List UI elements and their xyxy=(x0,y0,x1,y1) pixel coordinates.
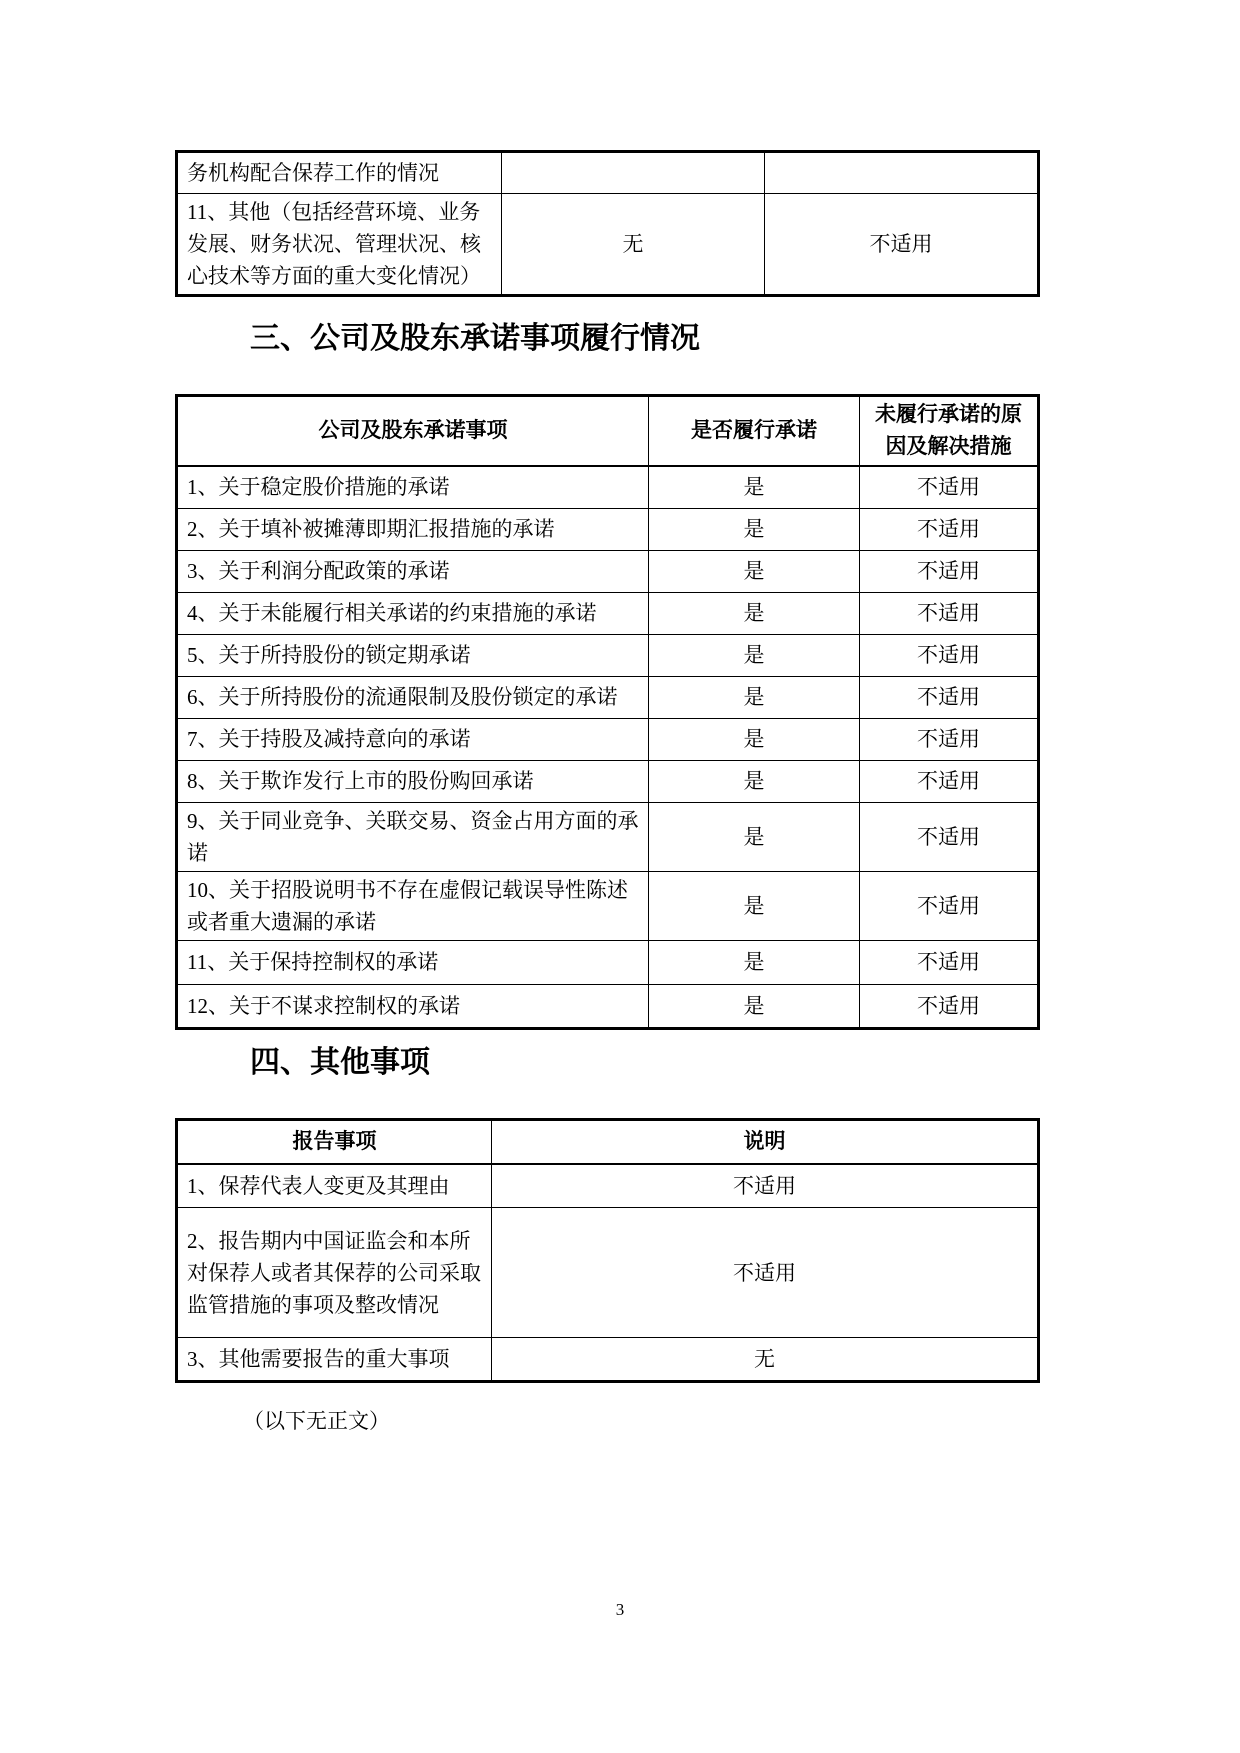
commitment-item-cell: 8、关于欺诈发行上市的股份购回承诺 xyxy=(177,760,649,802)
table-row xyxy=(177,676,1039,718)
reason-cell: 不适用 xyxy=(860,676,1039,718)
table-row xyxy=(177,592,1039,634)
reason-cell: 不适用 xyxy=(860,634,1039,676)
commitment-item-cell: 5、关于所持股份的锁定期承诺 xyxy=(177,634,649,676)
page-number: 3 xyxy=(615,1600,625,1619)
commitment-item-cell: 11、关于保持控制权的承诺 xyxy=(177,940,649,984)
commitment-item-cell: 7、关于持股及减持意向的承诺 xyxy=(177,718,649,760)
fulfilled-cell: 是 xyxy=(649,802,860,871)
report-item-cell: 2、报告期内中国证监会和本所对保荐人或者其保荐的公司采取监管措施的事项及整改情况 xyxy=(177,1208,492,1338)
other-matters-table xyxy=(175,1118,1040,1383)
header-reason: 未履行承诺的原因及解决措施 xyxy=(860,396,1039,467)
commitments-table xyxy=(175,394,1040,1030)
item-cell: 11、其他（包括经营环境、业务发展、财务状况、管理状况、核心技术等方面的重大变化情况） xyxy=(177,194,502,296)
header-report-item: 报告事项 xyxy=(177,1120,492,1164)
status-cell xyxy=(502,152,765,194)
fulfilled-cell: 是 xyxy=(649,940,860,984)
table-header-row xyxy=(177,396,1039,467)
previous-section-continuation-table xyxy=(175,150,1040,297)
table-row xyxy=(177,1208,1039,1338)
report-item-cell: 3、其他需要报告的重大事项 xyxy=(177,1338,492,1382)
table-row xyxy=(177,802,1039,871)
table-row xyxy=(177,634,1039,676)
fulfilled-cell: 是 xyxy=(649,871,860,940)
fulfilled-cell: 是 xyxy=(649,592,860,634)
table-row xyxy=(177,984,1039,1028)
table-row xyxy=(177,194,1039,296)
table-row xyxy=(177,1338,1039,1382)
commitment-item-cell: 12、关于不谋求控制权的承诺 xyxy=(177,984,649,1028)
section-four-heading: 四、其他事项 xyxy=(250,1046,430,1079)
commitment-item-cell: 4、关于未能履行相关承诺的约束措施的承诺 xyxy=(177,592,649,634)
note-cell: 不适用 xyxy=(492,1208,1039,1338)
table-row xyxy=(177,871,1039,940)
reason-cell: 不适用 xyxy=(860,592,1039,634)
table-row xyxy=(177,508,1039,550)
reason-cell: 不适用 xyxy=(860,984,1039,1028)
fulfilled-cell: 是 xyxy=(649,676,860,718)
note-cell: 不适用 xyxy=(492,1164,1039,1208)
commitment-item-cell: 2、关于填补被摊薄即期汇报措施的承诺 xyxy=(177,508,649,550)
reason-cell: 不适用 xyxy=(860,466,1039,508)
section-three-heading: 三、公司及股东承诺事项履行情况 xyxy=(250,322,700,355)
table-header-row xyxy=(177,1120,1039,1164)
table-row xyxy=(177,550,1039,592)
commitment-item-cell: 3、关于利润分配政策的承诺 xyxy=(177,550,649,592)
fulfilled-cell: 是 xyxy=(649,718,860,760)
fulfilled-cell: 是 xyxy=(649,550,860,592)
reason-cell: 不适用 xyxy=(860,802,1039,871)
commitment-item-cell: 10、关于招股说明书不存在虚假记载误导性陈述或者重大遗漏的承诺 xyxy=(177,871,649,940)
table-row xyxy=(177,718,1039,760)
fulfilled-cell: 是 xyxy=(649,466,860,508)
reason-cell: 不适用 xyxy=(860,871,1039,940)
reason-cell: 不适用 xyxy=(860,550,1039,592)
header-fulfilled: 是否履行承诺 xyxy=(649,396,860,467)
table-row xyxy=(177,1164,1039,1208)
remark-cell: 不适用 xyxy=(765,194,1039,296)
fulfilled-cell: 是 xyxy=(649,634,860,676)
reason-cell: 不适用 xyxy=(860,940,1039,984)
reason-cell: 不适用 xyxy=(860,508,1039,550)
report-item-cell: 1、保荐代表人变更及其理由 xyxy=(177,1164,492,1208)
header-commitment-item: 公司及股东承诺事项 xyxy=(177,396,649,467)
note-cell: 无 xyxy=(492,1338,1039,1382)
item-cell: 务机构配合保荐工作的情况 xyxy=(177,152,502,194)
reason-cell: 不适用 xyxy=(860,760,1039,802)
table-row xyxy=(177,466,1039,508)
header-note: 说明 xyxy=(492,1120,1039,1164)
closing-note: （以下无正文） xyxy=(243,1409,390,1433)
fulfilled-cell: 是 xyxy=(649,984,860,1028)
remark-cell xyxy=(765,152,1039,194)
fulfilled-cell: 是 xyxy=(649,508,860,550)
table-row xyxy=(177,152,1039,194)
reason-cell: 不适用 xyxy=(860,718,1039,760)
table-row xyxy=(177,940,1039,984)
commitment-item-cell: 6、关于所持股份的流通限制及股份锁定的承诺 xyxy=(177,676,649,718)
status-cell: 无 xyxy=(502,194,765,296)
commitment-item-cell: 9、关于同业竞争、关联交易、资金占用方面的承诺 xyxy=(177,802,649,871)
table-row xyxy=(177,760,1039,802)
commitment-item-cell: 1、关于稳定股价措施的承诺 xyxy=(177,466,649,508)
fulfilled-cell: 是 xyxy=(649,760,860,802)
